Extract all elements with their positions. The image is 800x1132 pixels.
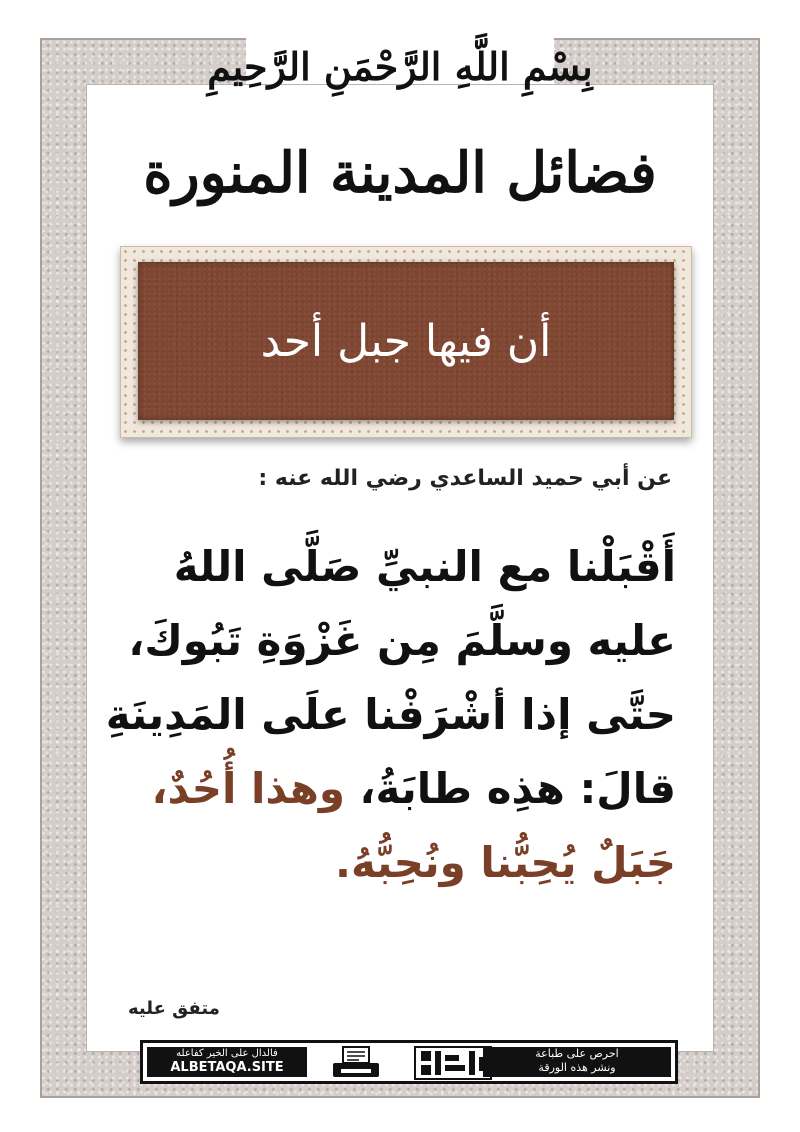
logo-mark <box>413 1045 493 1081</box>
footer-print-reminder <box>483 1047 671 1077</box>
hadith-line-4-highlight: وهذا أُحُدٌ، <box>151 764 345 813</box>
footer-reminder-line-2: ونشر هذه الورقة <box>538 1061 616 1074</box>
page-title: فضائل المدينة المنورة <box>143 140 657 206</box>
footer-reminder-line-1: احرص على طباعة <box>535 1047 619 1060</box>
logo-image <box>413 1045 493 1081</box>
printer-icon <box>329 1045 383 1081</box>
hadith-line-2: عليه وسلَّمَ مِن غَزْوَةِ تَبُوكَ، <box>128 616 676 665</box>
hadith-line-4 <box>106 752 676 826</box>
bismillah-calligraphy: بِسْمِ اللَّهِ الرَّحْمَنِ الرَّحِيمِ <box>207 44 593 89</box>
hadith-line-5: جَبَلٌ يُحِبُّنا ونُحِبُّهُ. <box>335 838 676 887</box>
title-plaque <box>138 262 674 420</box>
hadith-text <box>106 530 676 900</box>
hadith-line-4-plain: قالَ: هذِه طابَةُ، <box>344 764 676 813</box>
footer-website[interactable]: ALBETAQA.SITE <box>170 1060 284 1075</box>
footer-bar <box>140 1040 678 1084</box>
plaque-title: أن فيها جبل أحد <box>260 315 552 367</box>
footer-proverb: فالدال على الخير كفاعله <box>176 1048 278 1059</box>
source-label: متفق عليه <box>128 998 220 1019</box>
hadith-line-3: حتَّى إذا أشْرَفْنا علَى المَدِينَةِ <box>105 690 676 739</box>
narrator-line: عن أبي حميد الساعدي رضي الله عنه : <box>258 466 672 491</box>
hadith-line-1: أَقْبَلْنا مع النبيِّ صَلَّى اللهُ <box>173 542 676 591</box>
footer-website-box <box>147 1047 307 1077</box>
